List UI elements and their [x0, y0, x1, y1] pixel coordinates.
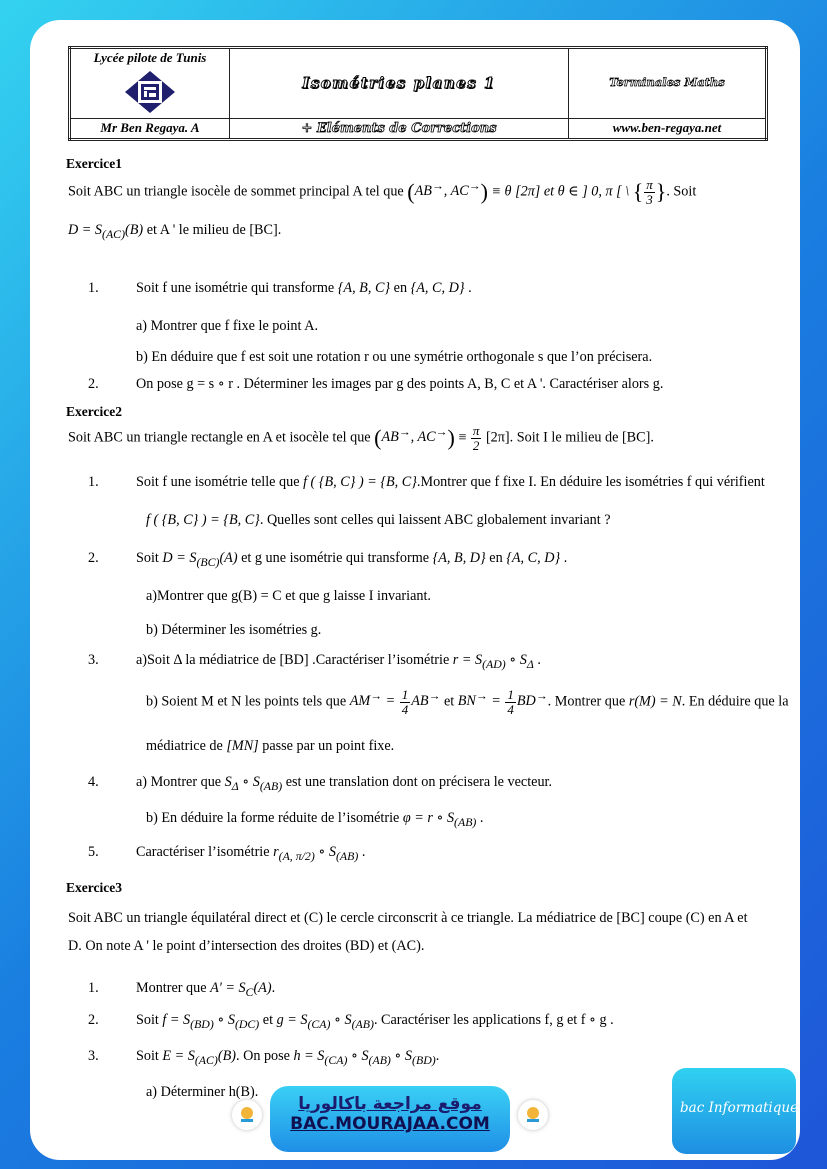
ex1-q1b: b) En déduire que f est soit une rotation r ou une symétrie orthogonale s que l’on précisera. [136, 349, 653, 365]
ex2-q3b-line2: médiatrice de [MN] passe par un point fixe. [146, 738, 395, 754]
website-link[interactable]: www.ben-regaya.net [612, 119, 722, 135]
ex1-intro-line1: Soit ABC un triangle isocèle de sommet principal A tel que (AB→, AC→) ≡ θ [2π] et θ ∈ ] 0, π [ \ { $\frac{\pi}{3}$ }. Soit [68, 177, 697, 207]
ex3-intro1: Soit ABC un triangle équilatéral direct et (C) le cercle circonscrit à ce triangle. La médiatrice de [BC] coupe (C) en A et [68, 910, 748, 926]
ex2-intro: Soit ABC un triangle rectangle en A et isocèle tel que (AB→, AC→) ≡ $\frac{\pi}{2}$ [2π]. Soit I le milieu de [BC]. [68, 423, 654, 453]
ex3-q3: 3. Soit $E = S_{(AC)}(B)$. On pose $h = S_{(CA)}$ ∘ $S_{(AB)}$ ∘ $S_{(BD)}$. [88, 1048, 440, 1067]
ex3-intro2: D. On note A ' le point d’intersection des droites (BD) et (AC). [68, 938, 425, 954]
bac-informatique-label: bac Informatique [680, 1100, 799, 1116]
ex2-q1-line1: 1. Soit f une isométrie telle que f ( {B, C} ) = {B, C}.Montrer que f fixe I. En déduire les isométries f qui vérifient [88, 474, 765, 490]
ex2-q2: 2. Soit $D = S_{(BC)}(A)$ et g une isométrie qui transforme {A, B, D} en {A, C, D} . [88, 550, 568, 569]
bac-informatique-badge [672, 1068, 799, 1154]
document-page [30, 20, 800, 1160]
school-cell [70, 48, 230, 119]
footer-banner[interactable] [270, 1086, 510, 1152]
document-subtitle: + Eléments de Corrections [301, 120, 497, 136]
right-badge-icon [518, 1100, 548, 1130]
document-title: Isométries planes 1 [302, 74, 496, 93]
ex1-intro-line2: $D = S_{(AC)}(B)$ et A ' le milieu de [BC]. [68, 222, 282, 241]
ex2-q4b: b) En déduire la forme réduite de l’isométrie φ = r ∘ $S_{(AB)}$ . [146, 810, 484, 829]
document-content [66, 46, 789, 1100]
ex2-q3b: b) Soient M et N les points tels que AM→ = $\frac{1}{4}$ AB→ et BN→ = $\frac{1}{4}$ BD→. Montrer que r(M) = N. En déduire que la [146, 687, 789, 717]
ex2-q2b: b) Déterminer les isométries g. [146, 622, 322, 638]
title-cell [230, 48, 569, 119]
ex1-q1: 1. Soit f une isométrie qui transforme {A, B, C} en {A, C, D} . [88, 280, 472, 296]
ex2-title: Exercice2 [66, 404, 122, 419]
ex2-q3a: 3. a)Soit Δ la médiatrice de [BD] .Caractériser l’isométrie $r = S_{(AD)}$ ∘ $S_\Delta$ . [88, 652, 541, 671]
author-cell [70, 118, 230, 139]
left-badge-icon [232, 1100, 262, 1130]
author-name: Mr Ben Regaya. A [100, 119, 200, 135]
ex1-intro-c: et A ' le milieu de [BC]. [146, 222, 282, 238]
ex3-q1: 1. Montrer que $A' = S_C(A)$. [88, 980, 276, 999]
ex2-q1-line2: f ( {B, C} ) = {B, C}. Quelles sont celles qui laissent ABC globalement invariant ? [146, 512, 611, 528]
ex1-intro-b: . Soit [666, 183, 697, 200]
header-table [68, 46, 768, 141]
ex1-q2: 2. On pose g = s ∘ r . Déterminer les images par g des points A, B, C et A '. Caractériser alors g. [88, 376, 664, 392]
school-logo [75, 66, 225, 117]
ex2-q2a: a)Montrer que g(B) = C et que g laisse I invariant. [146, 588, 431, 604]
footer-arabic: موقع مراجعة باكالوريا [298, 1094, 482, 1114]
ex3-q3a: a) Déterminer h(B). [146, 1084, 259, 1100]
ex1-q1a: a) Montrer que f fixe le point A. [136, 318, 319, 334]
document-level: Terminales Maths [609, 75, 725, 90]
footer-site[interactable]: BAC.MOURAJAA.COM [290, 1114, 490, 1134]
subtitle-cell [230, 118, 569, 139]
ex2-q4a: 4. a) Montrer que $S_\Delta$ ∘ $S_{(AB)}$ est une translation dont on précisera le vecteur. [88, 774, 553, 793]
ex3-q2: 2. Soit $f = S_{(BD)}$ ∘ $S_{(DC)}$ et $g = S_{(CA)}$ ∘ $S_{(AB)}$. Caractériser les applications f, g et f ∘ g . [88, 1012, 614, 1031]
website-cell [569, 118, 767, 139]
ex1-intro-a: Soit ABC un triangle isocèle de sommet principal A tel que [68, 183, 404, 200]
ex2-q5: 5. Caractériser l’isométrie $r_{(A, \pi/2)}$ ∘ $S_{(AB)}$ . [88, 844, 366, 863]
ex1-title: Exercice1 [66, 156, 122, 171]
school-name: Lycée pilote de Tunis [93, 50, 207, 65]
ex3-title: Exercice3 [66, 880, 122, 895]
ex1-q1-text: Soit f une isométrie qui transforme [136, 280, 335, 296]
level-cell [569, 48, 767, 119]
